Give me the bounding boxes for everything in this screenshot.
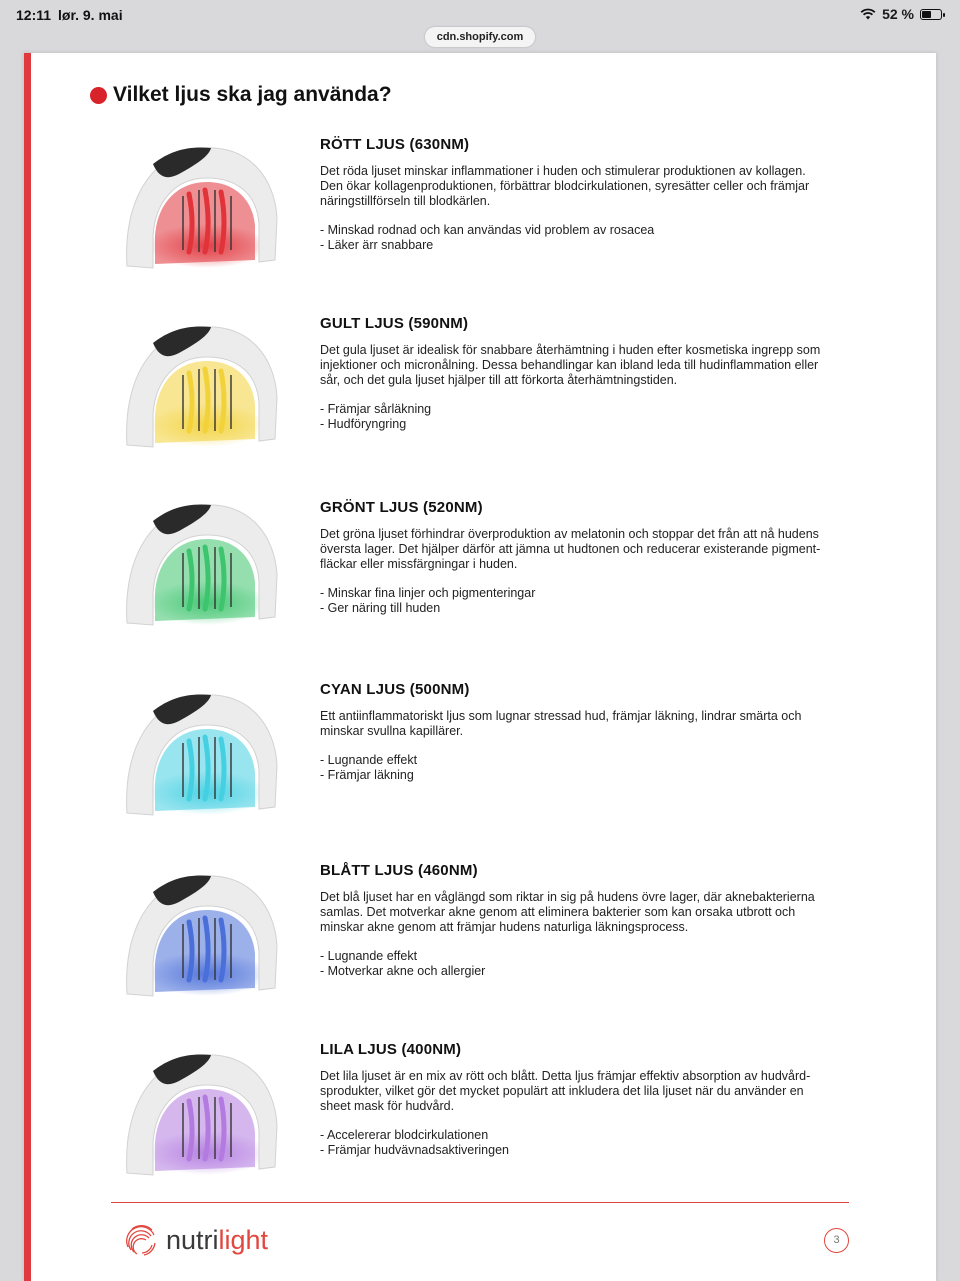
description-line: fläckar eller missfärgningar i huden.	[320, 557, 518, 571]
light-section	[119, 862, 899, 1012]
light-section	[119, 1041, 899, 1191]
battery-percent: 52 %	[882, 6, 914, 22]
light-section	[119, 499, 899, 649]
footer-divider	[111, 1202, 849, 1203]
fingerprint-logo-icon	[122, 1221, 160, 1259]
benefit-item: - Lugnande effekt	[320, 753, 418, 767]
led-mask-image	[119, 862, 289, 1002]
description-line: Det röda ljuset minskar inflammationer i huden och stimulerar produktionen av kollagen.	[320, 164, 806, 178]
status-bar	[0, 0, 960, 30]
description-line: Det gula ljuset är idealisk för snabbare återhämtning i huden efter kosmetiska ingrepp som	[320, 343, 821, 357]
description-line: injektioner och micronålning. Dessa behandlingar kan ibland leda till hudinflammation eller	[320, 358, 819, 372]
section-description	[320, 890, 890, 935]
benefit-list	[320, 586, 890, 616]
brand-logo	[122, 1221, 268, 1259]
section-description	[320, 343, 890, 388]
led-mask-image	[119, 681, 289, 821]
benefit-item: - Motverkar akne och allergier	[320, 964, 486, 978]
led-mask-image	[119, 134, 289, 274]
section-text	[320, 499, 890, 616]
benefit-list	[320, 753, 890, 783]
section-description	[320, 164, 890, 209]
description-line: näringstillförseln till blodkärlen.	[320, 194, 491, 208]
section-description	[320, 709, 890, 739]
section-title: LILA LJUS (400NM)	[320, 1041, 462, 1058]
description-line: sheet mask för hudvård.	[320, 1099, 455, 1113]
description-line: Det gröna ljuset förhindrar överproduktion av melatonin och stoppar det från att nå hudens	[320, 527, 819, 541]
section-title: CYAN LJUS (500NM)	[320, 681, 470, 698]
description-line: samlas. Det motverkar akne genom att eliminera bakterier som kan orsaka utbrott och	[320, 905, 796, 919]
battery-icon	[920, 9, 942, 20]
benefit-item: - Ger näring till huden	[320, 601, 441, 615]
logo-text-light: light	[218, 1224, 269, 1255]
light-section	[119, 315, 899, 465]
led-mask-image	[119, 313, 289, 453]
description-line: Det lila ljuset är en mix av rött och blått. Detta ljus främjar effektiv absorption av hudvård-	[320, 1069, 811, 1083]
benefit-item: - Främjar hudvävnadsaktiveringen	[320, 1143, 509, 1157]
section-text	[320, 315, 890, 432]
logo-wordmark	[166, 1225, 268, 1256]
light-section	[119, 681, 899, 831]
benefit-item: - Minskad rodnad och kan användas vid problem av rosacea	[320, 223, 655, 237]
section-title: GRÖNT LJUS (520NM)	[320, 499, 483, 516]
benefit-item: - Accelererar blodcirkulationen	[320, 1128, 489, 1142]
status-right	[860, 6, 942, 22]
section-description	[320, 527, 890, 572]
logo-text-nutri: nutri	[166, 1224, 219, 1255]
section-text	[320, 681, 890, 783]
section-text	[320, 1041, 890, 1158]
status-date: lør. 9. mai	[58, 7, 123, 23]
url-bar[interactable]: cdn.shopify.com	[425, 27, 535, 47]
benefit-item: - Minskar fina linjer och pigmenteringar	[320, 586, 536, 600]
benefit-item: - Främjar sårläkning	[320, 402, 432, 416]
page-title: Vilket ljus ska jag använda?	[113, 83, 392, 106]
section-title: GULT LJUS (590NM)	[320, 315, 469, 332]
benefit-item: - Främjar läkning	[320, 768, 414, 782]
led-mask-image	[119, 1041, 289, 1181]
page-accent-bar	[24, 53, 31, 1281]
description-line: översta lager. Det hjälper därför att jämna ut hudtonen och reducerar existerande pigment-	[320, 542, 821, 556]
description-line: sprodukter, vilket gör det mycket populärt att inkludera det lila ljuset när du använder en	[320, 1084, 804, 1098]
section-text	[320, 862, 890, 979]
benefit-list	[320, 402, 890, 432]
benefit-item: - Hudföryngring	[320, 417, 407, 431]
section-text	[320, 136, 890, 253]
wifi-icon	[860, 8, 876, 20]
benefit-item: - Läker ärr snabbare	[320, 238, 434, 252]
section-description	[320, 1069, 890, 1114]
description-line: Ett antiinflammatoriskt ljus som lugnar stressad hud, främjar läkning, lindrar smärta och	[320, 709, 802, 723]
description-line: minskar akne genom att främjar hudens naturliga läkningsprocess.	[320, 920, 689, 934]
status-time: 12:11	[16, 7, 52, 23]
benefit-list	[320, 1128, 890, 1158]
description-line: sår, och det gula ljuset hjälper till att förkorta återhämtningstiden.	[320, 373, 678, 387]
benefit-item: - Lugnande effekt	[320, 949, 418, 963]
red-dot-icon	[90, 87, 107, 104]
benefit-list	[320, 223, 890, 253]
section-title: RÖTT LJUS (630NM)	[320, 136, 470, 153]
page-heading	[90, 83, 392, 107]
description-line: minskar svullna kapillärer.	[320, 724, 464, 738]
description-line: Det blå ljuset har en våglängd som riktar in sig på hudens övre lager, där aknebakterierna	[320, 890, 815, 904]
light-section	[119, 136, 899, 286]
page-number: 3	[824, 1228, 849, 1253]
benefit-list	[320, 949, 890, 979]
led-mask-image	[119, 491, 289, 631]
section-title: BLÅTT LJUS (460NM)	[320, 862, 478, 879]
description-line: Den ökar kollagenproduktionen, förbättrar blodcirkulationen, syresätter celler och främjar	[320, 179, 810, 193]
document-page	[24, 53, 936, 1281]
